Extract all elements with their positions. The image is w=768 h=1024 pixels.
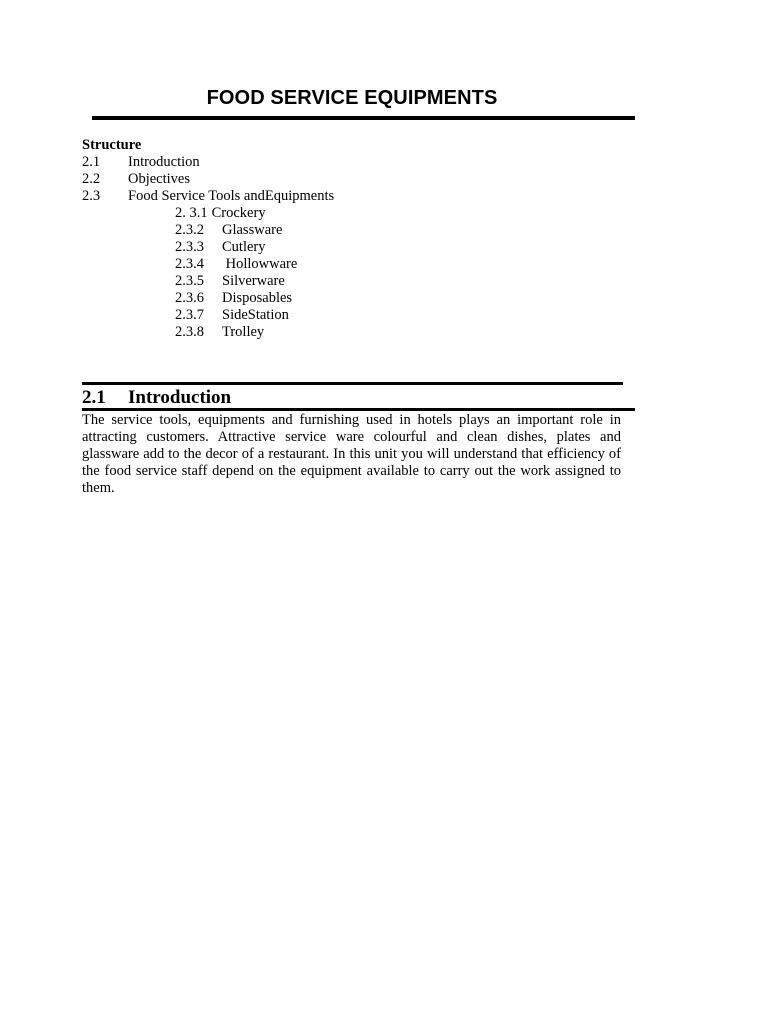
toc-subitem-number: 2.3.2: [175, 222, 204, 238]
toc-subitem: [82, 256, 334, 273]
section-title: Introduction: [128, 387, 232, 408]
toc-subitem-label: Disposables: [222, 290, 293, 306]
toc-item-number: 2.2: [82, 171, 101, 187]
structure-outline: [82, 137, 334, 341]
toc-item-label: Food Service Tools andEquipments: [128, 188, 335, 204]
toc-item-number: 2.3: [82, 188, 101, 204]
toc-item-label: Introduction: [128, 154, 200, 170]
toc-subitem-label: Glassware: [222, 222, 283, 238]
toc-subitem-number: 2. 3.1: [175, 205, 208, 221]
toc-subitem: [82, 239, 334, 256]
toc-subitem-number: 2.3.7: [175, 307, 204, 323]
toc-subitem-label: SideStation: [222, 307, 289, 323]
toc-subitem-number: 2.3.8: [175, 324, 204, 340]
introduction-paragraph: The service tools, equipments and furnishing used in hotels plays an important role in attracting customers. Attractive service ware colourful and clean dishes, plates and glassware add to the decor of a restaurant. In this unit you will understand that efficiency of the food service staff depend on the equipment available to carry out the work assigned to them.: [82, 412, 621, 496]
title-underline: [92, 116, 635, 120]
toc-subitem: [82, 290, 334, 307]
toc-subitem: [82, 205, 334, 222]
toc-item: [82, 188, 334, 205]
toc-subitem-number: 2.3.6: [175, 290, 204, 306]
toc-subitem-number: 2.3.4: [175, 256, 204, 272]
toc-subitem: [82, 324, 334, 341]
page-title: FOOD SERVICE EQUIPMENTS: [206, 87, 498, 109]
toc-subitem: [82, 273, 334, 290]
toc-subitem-label: Crockery: [211, 205, 266, 221]
toc-subitem: [82, 307, 334, 324]
structure-heading: Structure: [82, 137, 142, 153]
toc-item: [82, 171, 334, 188]
toc-subitem-label: Silverware: [222, 273, 285, 289]
toc-subitem-number: 2.3.3: [175, 239, 204, 255]
toc-subitem-label: Cutlery: [222, 239, 266, 255]
toc-subitem-label: Trolley: [222, 324, 265, 340]
toc-item-number: 2.1: [82, 154, 101, 170]
section-rule-bottom: [82, 408, 635, 411]
section-rule-top: [82, 382, 623, 385]
section-number: 2.1: [82, 387, 106, 408]
toc-item-label: Objectives: [128, 171, 191, 187]
toc-item: [82, 154, 334, 171]
toc-subitem: [82, 222, 334, 239]
section-heading: [82, 386, 231, 410]
toc-subitem-number: 2.3.5: [175, 273, 204, 289]
toc-subitem-label: Hollowware: [222, 256, 298, 272]
